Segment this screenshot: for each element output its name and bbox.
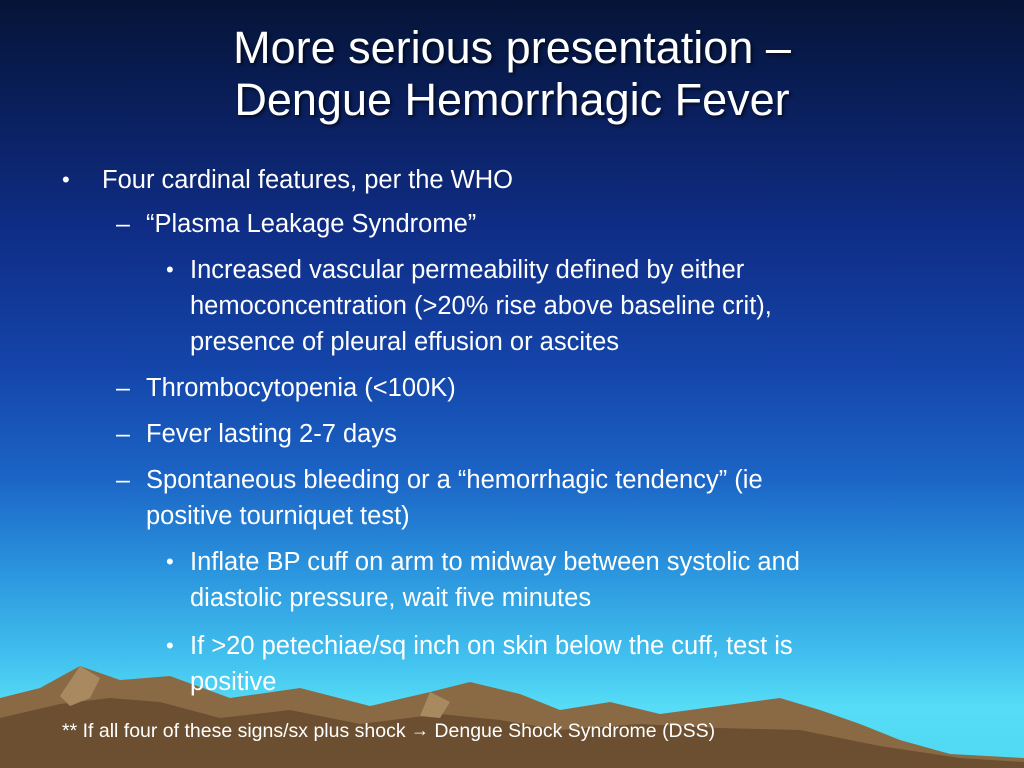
list-item-continuation: diastolic pressure, wait five minutes — [190, 584, 592, 612]
list-item: Fever lasting 2-7 days — [146, 420, 397, 448]
title-line-1: More serious presentation – — [233, 22, 791, 73]
footnote-text: ** If all four of these signs/sx plus shock — [62, 720, 412, 742]
mountain-landscape — [0, 658, 1024, 768]
list-item: If >20 petechiae/sq inch on skin below the cuff, test is — [190, 632, 793, 660]
bullet-dash: – — [116, 374, 130, 402]
list-item-continuation: positive tourniquet test) — [146, 502, 410, 530]
list-item: Thrombocytopenia (<100K) — [146, 374, 456, 402]
list-item-continuation: hemoconcentration (>20% rise above baseline crit), — [190, 292, 772, 320]
list-item-continuation: presence of pleural effusion or ascites — [190, 328, 620, 356]
bullet-dot: • — [166, 549, 174, 574]
list-item: Increased vascular permeability defined by either — [190, 256, 745, 284]
title-line-2: Dengue Hemorrhagic Fever — [234, 74, 790, 125]
list-item: Four cardinal features, per the WHO — [102, 166, 514, 194]
bullet-dash: – — [116, 420, 130, 448]
right-arrow-icon: → — [411, 720, 430, 740]
bullet-dot: • — [166, 633, 174, 658]
bullet-dot: • — [62, 167, 70, 192]
list-item: Spontaneous bleeding or a “hemorrhagic tendency” (ie — [146, 466, 763, 494]
list-item: “Plasma Leakage Syndrome” — [146, 210, 477, 238]
bullet-dot: • — [166, 257, 174, 282]
list-item: Inflate BP cuff on arm to midway between systolic and — [190, 548, 800, 576]
list-item-continuation: positive — [190, 668, 277, 696]
footnote — [62, 716, 715, 746]
slide-title — [0, 22, 1024, 126]
bullet-dash: – — [116, 466, 130, 494]
bullet-dash: – — [116, 210, 130, 238]
footnote-text-end: Dengue Shock Syndrome (DSS) — [429, 720, 716, 742]
